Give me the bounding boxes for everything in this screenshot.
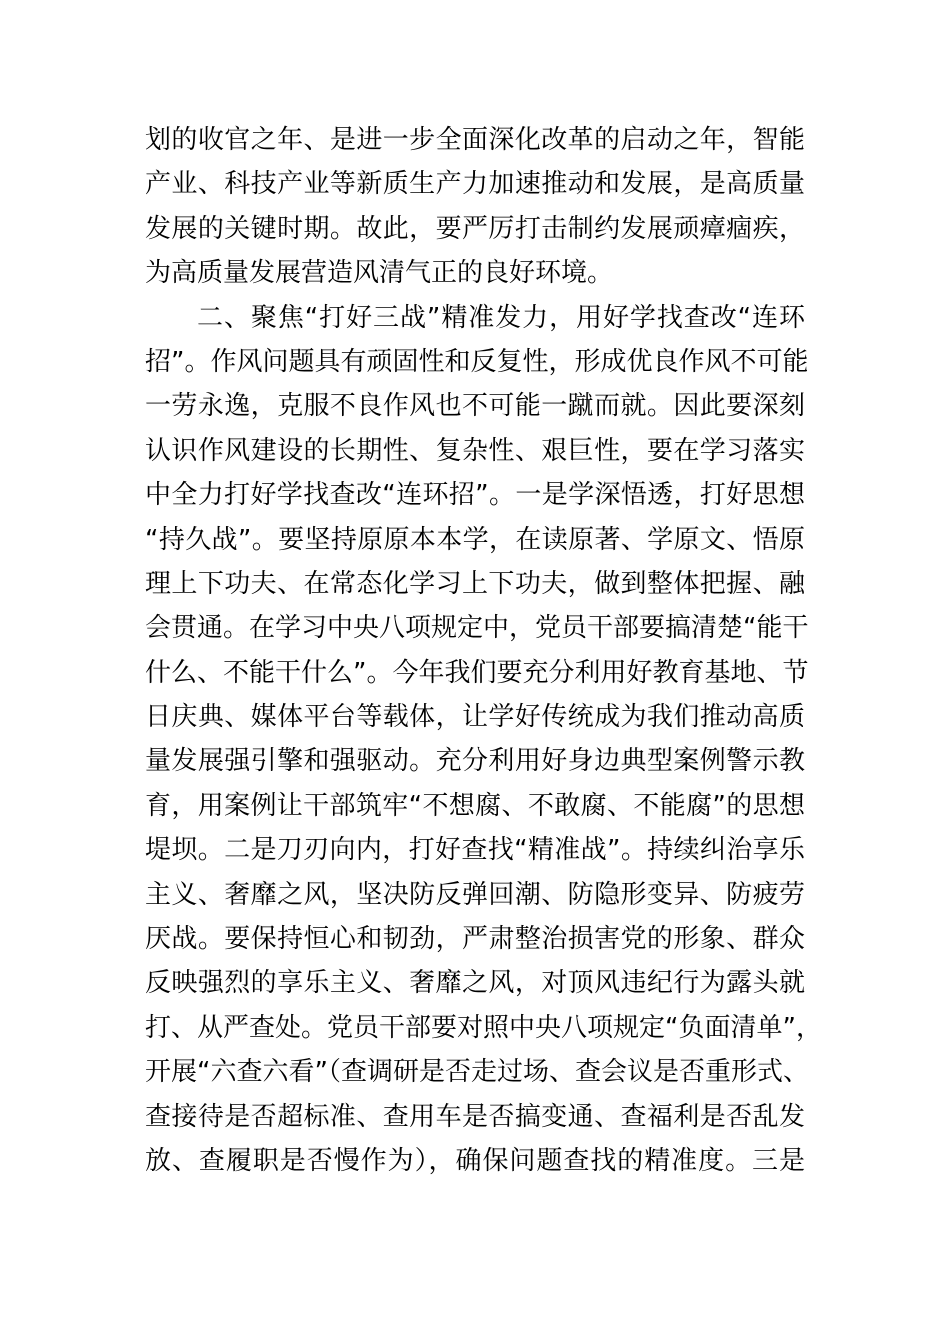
text-line: “持久战”。要坚持原原本本学，在读原著、学原文、悟原 [145, 524, 805, 555]
text-line: 为高质量发展营造风清气正的良好环境。 [145, 258, 614, 289]
text-line: 开展“六查六看”（查调研是否走过场、查会议是否重形式、 [145, 1057, 809, 1088]
text-line: 理上下功夫、在常态化学习上下功夫，做到整体把握、融 [145, 568, 805, 599]
section-heading-line: 二、聚焦“打好三战”精准发力，用好学找查改“连环 [197, 302, 805, 333]
text-line: 划的收官之年、是进一步全面深化改革的启动之年，智能 [145, 125, 805, 155]
text-line: 量发展强引擎和强驱动。充分利用好身边典型案例警示教 [145, 746, 805, 777]
text-line: 育，用案例让干部筑牢“不想腐、不敢腐、不能腐”的思想 [145, 790, 805, 821]
text-line: 产业、科技产业等新质生产力加速推动和发展，是高质量 [145, 169, 805, 200]
text-line: 中全力打好学找查改“连环招”。一是学深悟透，打好思想 [145, 480, 805, 511]
text-line: 反映强烈的享乐主义、奢靡之风，对顶风违纪行为露头就 [145, 968, 805, 999]
text-line: 认识作风建设的长期性、复杂性、艰巨性，要在学习落实 [145, 435, 805, 466]
text-line: 会贯通。在学习中央八项规定中，党员干部要搞清楚“能干 [145, 613, 809, 644]
text-line: 主义、奢靡之风，坚决防反弹回潮、防隐形变异、防疲劳 [145, 879, 805, 910]
document-body [145, 118, 822, 1183]
text-line: 查接待是否超标准、查用车是否搞变通、查福利是否乱发 [145, 1101, 805, 1132]
text-line: 招”。作风问题具有顽固性和反复性，形成优良作风不可能 [145, 346, 809, 377]
text-line: 日庆典、媒体平台等载体，让学好传统成为我们推动高质 [145, 702, 805, 733]
text-line: 打、从严查处。党员干部要对照中央八项规定“负面清单”， [145, 1012, 822, 1043]
text-line: 什么、不能干什么”。今年我们要充分利用好教育基地、节 [145, 657, 809, 688]
text-line: 厌战。要保持恒心和韧劲，严肃整治损害党的形象、群众 [145, 924, 805, 955]
text-line: 一劳永逸，克服不良作风也不可能一蹴而就。因此要深刻 [145, 391, 805, 422]
text-line: 发展的关键时期。故此，要严厉打击制约发展顽瘴痼疾， [145, 213, 805, 244]
text-line: 堤坝。二是刀刃向内，打好查找“精准战”。持续纠治享乐 [145, 835, 805, 866]
text-line: 放、查履职是否慢作为），确保问题查找的精准度。三是 [145, 1145, 805, 1176]
